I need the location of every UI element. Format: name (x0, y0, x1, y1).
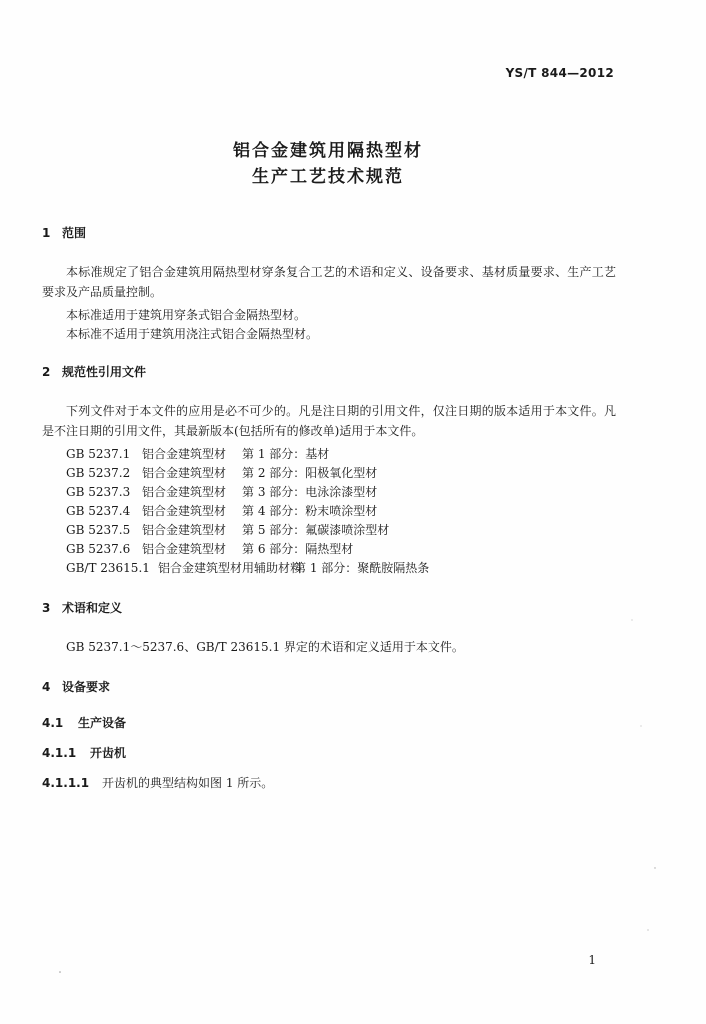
reference-part: 第 1 部分：基材 (242, 447, 330, 461)
clause-text: 开齿机的典型结构如图 1 所示。 (102, 776, 274, 790)
reference-name: 铝合金建筑型材 (142, 485, 227, 499)
normative-intro-paragraph: 下列文件对于本文件的应用是必不可少的。凡是注日期的引用文件，仅注日期的版本适用于本文件。凡是不注日期的引用文件，其最新版本(包括所有的修改单)适用于本文件。 (42, 404, 616, 438)
document-title-line2: 生产工艺技术规范 (252, 167, 404, 187)
subsection-4-1-heading (42, 714, 126, 731)
scope-paragraph-1: 本标准规定了铝合金建筑用隔热型材穿条复合工艺的术语和定义、设备要求、基材质量要求、生产工艺要求及产品质量控制。 (42, 265, 616, 299)
section-title: 术语和定义 (62, 601, 123, 615)
subsection-number: 4.1 (42, 716, 64, 730)
reference-part: 第 3 部分：电泳涂漆型材 (242, 485, 378, 499)
section-2-heading (42, 363, 146, 380)
reference-row (66, 540, 353, 557)
reference-row (66, 559, 429, 576)
reference-name: 铝合金建筑型材 (142, 466, 227, 480)
reference-code: GB 5237.3 (66, 485, 131, 499)
section-1-heading (42, 224, 86, 241)
reference-name: 铝合金建筑型材 (142, 542, 227, 556)
reference-name: 铝合金建筑型材 (142, 504, 227, 518)
standard-code: YS/T 844—2012 (505, 66, 614, 80)
reference-part: 第 5 部分：氟碳漆喷涂型材 (242, 523, 390, 537)
terms-paragraph: GB 5237.1～5237.6、GB/T 23615.1 界定的术语和定义适用于本文件。 (66, 640, 464, 654)
section-number: 4 (42, 680, 51, 694)
document-title-line1: 铝合金建筑用隔热型材 (233, 141, 423, 161)
reference-row (66, 445, 329, 462)
reference-code: GB 5237.4 (66, 504, 131, 518)
subsection-title: 生产设备 (78, 716, 127, 730)
reference-code: GB 5237.2 (66, 466, 131, 480)
section-title: 规范性引用文件 (62, 365, 147, 379)
page-number: 1 (588, 953, 596, 967)
scope-paragraph-2: 本标准适用于建筑用穿条式铝合金隔热型材。 (66, 308, 307, 322)
scope-paragraph-3: 本标准不适用于建筑用浇注式铝合金隔热型材。 (66, 327, 319, 341)
section-title: 设备要求 (62, 680, 111, 694)
reference-code: GB 5237.5 (66, 523, 131, 537)
reference-row (66, 502, 377, 519)
reference-row (66, 521, 389, 538)
reference-code: GB 5237.6 (66, 542, 131, 556)
reference-part: 第 1 部分：聚酰胺隔热条 (294, 561, 430, 575)
reference-part: 第 2 部分：阳极氧化型材 (242, 466, 378, 480)
reference-name: 铝合金建筑型材用辅助材料 (158, 561, 303, 575)
reference-code: GB 5237.1 (66, 447, 131, 461)
subsection-number: 4.1.1 (42, 746, 77, 760)
reference-part: 第 4 部分：粉末喷涂型材 (242, 504, 378, 518)
section-3-heading (42, 599, 122, 616)
subsection-title: 开齿机 (90, 746, 127, 760)
clause-4-1-1-1 (42, 774, 273, 791)
section-number: 3 (42, 601, 51, 615)
reference-name: 铝合金建筑型材 (142, 447, 227, 461)
section-number: 1 (42, 226, 51, 240)
section-4-heading (42, 678, 110, 695)
section-title: 范围 (62, 226, 87, 240)
section-number: 2 (42, 365, 51, 379)
reference-code: GB/T 23615.1 (66, 561, 150, 575)
reference-row (66, 464, 377, 481)
reference-name: 铝合金建筑型材 (142, 523, 227, 537)
reference-row (66, 483, 377, 500)
subsection-4-1-1-heading (42, 744, 126, 761)
reference-part: 第 6 部分：隔热型材 (242, 542, 354, 556)
clause-number: 4.1.1.1 (42, 776, 90, 790)
